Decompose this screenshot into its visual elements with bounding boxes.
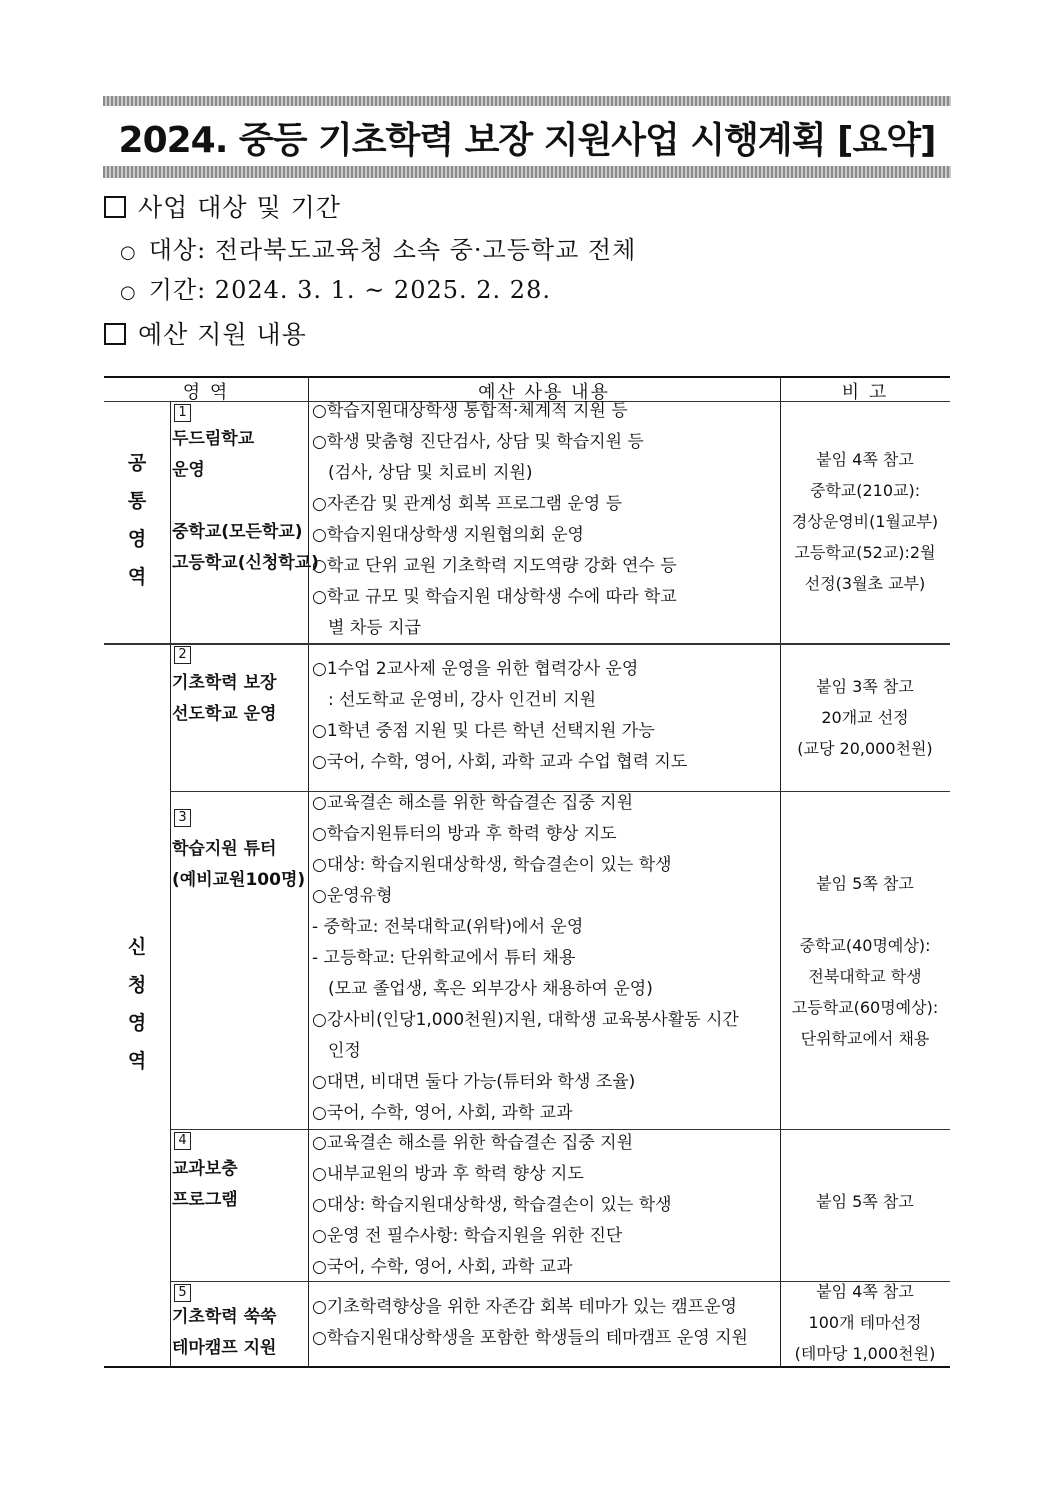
note-line: 붙임 5쪽 참고	[816, 1192, 914, 1211]
row-items	[312, 654, 782, 778]
note-line: 100개 테마선정	[808, 1313, 922, 1332]
row-name-line: 선도학교 운영	[172, 704, 277, 724]
note-line: 고등학교(60명예상):	[791, 998, 939, 1017]
row-name-line: 중학교(모든학교)	[172, 522, 303, 542]
list-item: ○학습지원대상학생 통합적·체계적 지원 등	[312, 401, 628, 421]
note-line: 붙임 3쪽 참고	[816, 677, 914, 696]
row-name-line: (예비교원100명)	[172, 870, 306, 890]
row-name-line: 기초학력 보장	[172, 673, 277, 693]
list-item: ○국어, 수학, 영어, 사회, 과학 교과	[312, 1257, 573, 1277]
header-content: 예산 사용 내용	[478, 382, 610, 403]
note-line: (교당 20,000천원)	[797, 739, 933, 758]
budget-table	[104, 376, 950, 1368]
page-title: 2024. 중등 기초학력 보장 지원사업 시행계획 [요약]	[118, 120, 936, 161]
row-name-line: 학습지원 튜터	[172, 839, 277, 859]
row-number-box: 4	[174, 1132, 191, 1150]
row-items	[312, 1292, 782, 1354]
note-line: 붙임 5쪽 참고	[816, 874, 914, 893]
section-heading-text: 사업 대상 및 기간	[138, 193, 341, 222]
row-name-line: 고등학교(신청학교)	[172, 553, 319, 573]
area-application: 신 청 영 역	[127, 936, 147, 1072]
checkbox-square-icon	[104, 196, 126, 218]
row-name	[172, 834, 305, 896]
list-item: ○대상: 학습지원대상학생, 학습결손이 있는 학생	[312, 1195, 672, 1215]
col-divider	[170, 402, 171, 1366]
list-item: ○기초학력향상을 위한 자존감 회복 테마가 있는 캠프운영	[312, 1297, 737, 1317]
list-item: ○학습지원대상학생을 포함한 학생들의 테마캠프 운영 지원	[312, 1328, 748, 1348]
list-item: - 고등학교: 단위학교에서 튜터 채용	[312, 948, 576, 968]
header-note: 비 고	[841, 382, 889, 403]
list-item: ○학생 맞춤형 진단검사, 상담 및 학습지원 등	[312, 432, 644, 452]
title-top-band	[103, 96, 951, 106]
note-line: 붙임 4쪽 참고	[816, 1282, 914, 1301]
list-item: - 중학교: 전북대학교(위탁)에서 운영	[312, 917, 584, 937]
list-item: ○1수업 2교사제 운영을 위한 협력강사 운영	[312, 659, 639, 679]
list-item: ○내부교원의 방과 후 학력 향상 지도	[312, 1164, 584, 1184]
list-item: ○강사비(인당1,000천원)지원, 대학생 교육봉사활동 시간	[312, 1010, 739, 1030]
note-line: 중학교(210교):	[809, 481, 921, 500]
section-heading-target-period	[104, 188, 341, 224]
period-text: 기간: 2024. 3. 1. ~ 2025. 2. 28.	[148, 276, 551, 304]
row-note	[780, 1186, 950, 1217]
list-item: ○자존감 및 관계성 회복 프로그램 운영 등	[312, 494, 623, 514]
note-line: 붙임 4쪽 참고	[816, 450, 914, 469]
note-line: 전북대학교 학생	[808, 967, 922, 986]
row-name-line: 두드림학교	[172, 429, 255, 449]
row-note	[780, 444, 950, 599]
list-item: ○운영유형	[312, 886, 393, 906]
note-line: 선정(3월초 교부)	[804, 574, 926, 593]
circle-bullet-icon: ○	[120, 282, 137, 303]
section-heading-budget	[104, 315, 307, 351]
note-line	[780, 899, 950, 930]
row-note	[780, 1276, 950, 1369]
list-item: ○교육결손 해소를 위한 학습결손 집중 지원	[312, 793, 634, 813]
row-items	[312, 1128, 782, 1283]
target-line	[120, 230, 636, 265]
list-item: ○국어, 수학, 영어, 사회, 과학 교과 수업 협력 지도	[312, 752, 688, 772]
list-item: ○운영 전 필수사항: 학습지원을 위한 진단	[312, 1226, 623, 1246]
row-number-box: 1	[174, 404, 191, 422]
period-line	[120, 270, 551, 305]
list-item: 별 차등 지급	[328, 618, 421, 638]
circle-bullet-icon: ○	[120, 242, 137, 263]
note-line: 단위학교에서 채용	[800, 1029, 930, 1048]
note-line: 중학교(40명예상):	[799, 936, 931, 955]
note-line: 경상운영비(1월교부)	[791, 512, 939, 531]
row-name-line: 기초학력 쑥쑥	[172, 1307, 277, 1327]
row-name-line: 테마캠프 지원	[172, 1338, 277, 1358]
row-name-line: 교과보충	[172, 1159, 238, 1179]
list-item: ○대면, 비대면 둘다 가능(튜터와 학생 조율)	[312, 1072, 636, 1092]
list-item: ○학습지원튜터의 방과 후 학력 향상 지도	[312, 824, 617, 844]
note-line: 20개교 선정	[821, 708, 909, 727]
row-name-line: 프로그램	[172, 1190, 238, 1210]
checkbox-square-icon	[104, 323, 126, 345]
list-item: ○1학년 중점 지원 및 다른 학년 선택지원 가능	[312, 721, 655, 741]
row-note	[780, 671, 950, 764]
section-heading-text: 예산 지원 내용	[138, 320, 307, 349]
list-item: (모교 졸업생, 혹은 외부강사 채용하여 운영)	[328, 979, 653, 999]
row-items	[312, 396, 782, 644]
list-item: ○교육결손 해소를 위한 학습결손 집중 지원	[312, 1133, 634, 1153]
list-item: ○학교 규모 및 학습지원 대상학생 수에 따라 학교	[312, 587, 677, 607]
list-item: ○국어, 수학, 영어, 사회, 과학 교과	[312, 1103, 573, 1123]
target-text: 대상: 전라북도교육청 소속 중·고등학교 전체	[148, 236, 637, 264]
row-items	[312, 788, 782, 1129]
row-name	[172, 1302, 276, 1364]
list-item: ○학교 단위 교원 기초학력 지도역량 강화 연수 등	[312, 556, 677, 576]
note-line: (테마당 1,000천원)	[794, 1344, 936, 1363]
list-item: 인정	[328, 1041, 361, 1061]
row-note	[780, 868, 950, 1054]
list-item: (검사, 상담 및 치료비 지원)	[328, 463, 533, 483]
note-line: 고등학교(52교):2월	[794, 543, 936, 562]
row-name-line: 운영	[172, 460, 205, 480]
list-item: : 선도학교 운영비, 강사 인건비 지원	[328, 690, 597, 710]
list-item: ○학습지원대상학생 지원협의회 운영	[312, 525, 584, 545]
row-number-box: 5	[174, 1284, 191, 1302]
row-name-line	[172, 486, 319, 517]
list-item: ○대상: 학습지원대상학생, 학습결손이 있는 학생	[312, 855, 672, 875]
row-name	[172, 424, 319, 579]
row-name	[172, 1154, 238, 1216]
title-bottom-band	[103, 166, 951, 178]
row-number-box: 3	[174, 809, 191, 827]
area-common: 공 통 영 역	[127, 452, 147, 588]
row-number-box: 2	[174, 646, 191, 664]
row-name	[172, 668, 276, 730]
header-area: 영 역	[182, 382, 230, 403]
